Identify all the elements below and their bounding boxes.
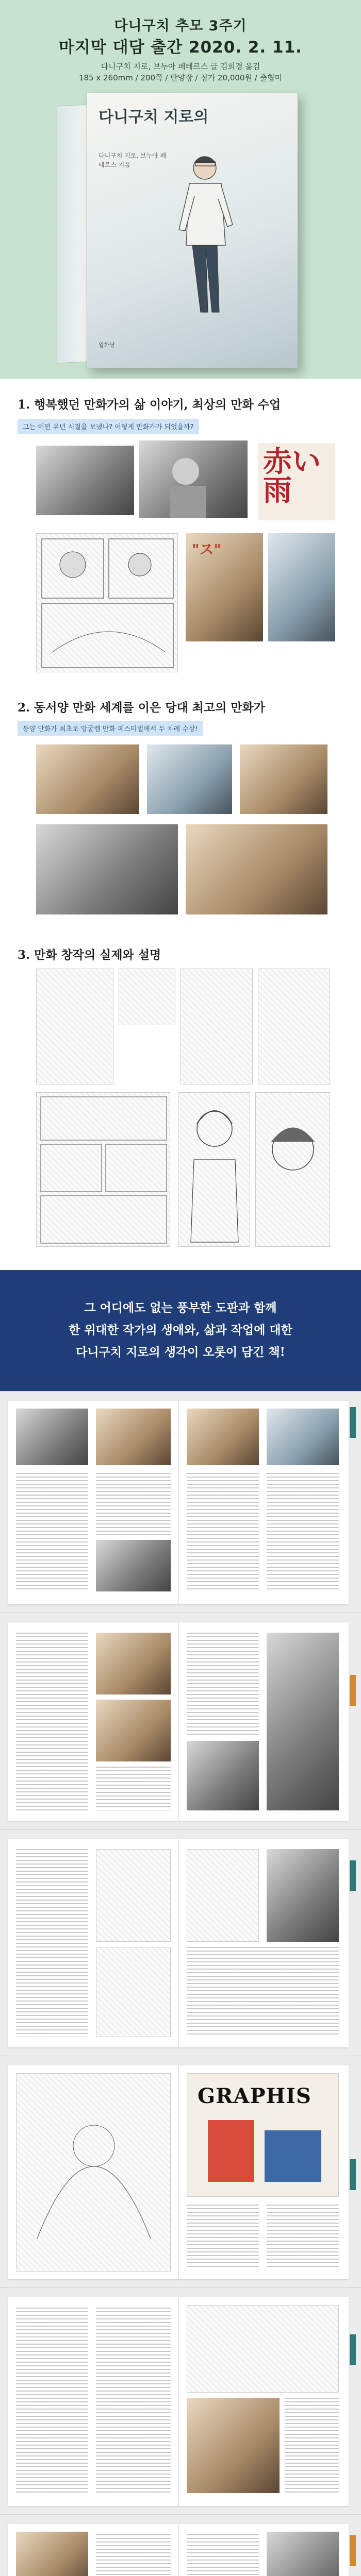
book-mockup [57,93,304,371]
chapter-tab [350,1407,356,1438]
book-cover [87,93,298,368]
book-spread-1 [0,1391,361,1613]
spread-6-left-page [8,2524,178,2576]
photo-meeting [147,744,232,814]
spread-3-right-page [178,1839,349,2047]
book-spread-6 [0,2514,361,2576]
cover-illustration [165,147,242,317]
book-spine [57,104,88,363]
book-title: 다니구치 지로의 [99,108,209,126]
hero-specs: 185 x 260mm / 200쪽 / 반양장 / 정가 20,000원 / 출협미 [78,73,283,82]
sketch-board-3 [180,969,253,1084]
poster-title: 赤い雨 [263,445,321,507]
promo-banner [0,1270,361,1391]
hero-section [0,0,361,379]
section-2-title: 2. 동서양 만화 세계를 이은 당대 최고의 만화가 [18,701,265,715]
photo-lecture [36,824,178,914]
hero-headline-2: 마지막 대담 출간 2020. 2. 11. [59,38,302,57]
banner-line-2: 한 위대한 작가의 생애와, 삶과 작업에 대한 [69,1323,292,1337]
spread-1-left-page [8,1401,178,1604]
hero-headline-1: 다니구치 추모 3주기 [114,18,247,34]
spread-2-left-page [8,1622,178,1821]
spread-3-left-page [8,1839,178,2047]
spread-5-left-page [8,2297,178,2506]
manga-cover-color-2 [268,533,335,641]
book-spread-5 [0,2287,361,2514]
chapter-tab [350,2159,356,2190]
spread-2-right-page [178,1622,349,1821]
section-3 [0,945,361,1270]
graphis-logo: GRAPHIS [198,2084,311,2108]
sketch-board-4 [258,969,330,1084]
graphis-magazine [187,2073,339,2197]
book-publisher: 열화당 [99,342,115,348]
manga-page-sample [36,533,178,672]
photo-award [36,744,139,814]
spread-4-left-page [8,2065,178,2279]
book-spread-3 [0,1829,361,2056]
sketch-board-1 [36,969,113,1084]
character-portrait [255,1092,330,1247]
hero-credits: 다니구치 지로, 브누아 페테르스 글 김희경 옮김 [101,62,260,71]
banner-line-1: 그 어디에도 없는 풍부한 도판과 함께 [84,1301,277,1315]
poster-red-rain [258,443,335,520]
chapter-tab [350,2334,356,2365]
chapter-tab [350,1860,356,1891]
section-1-title: 1. 행복했던 만화가의 삶 이야기, 최상의 만화 수업 [18,398,281,412]
banner-line-3: 다니구치 지로의 생각이 오롯이 담긴 책! [76,1345,285,1359]
storyboard-page [36,1092,170,1247]
photo-youth [139,440,248,518]
spread-6-right-page [178,2524,349,2576]
sketch-board-2 [119,969,175,1025]
sketch-illustration [16,2073,171,2272]
section-1-tag: 그는 어떤 유년 시절을 보냈나? 어떻게 만화가가 되었을까? [18,419,199,434]
spread-1-right-page [178,1401,349,1604]
section-2 [0,688,361,945]
photo-festival [240,744,327,814]
spread-4-right-page [178,2065,349,2279]
manga-cover-colored: "ス" [186,533,263,641]
book-spread-2 [0,1613,361,1829]
chapter-tab [350,2535,356,2566]
photo-signing [186,824,327,914]
character-sketch [178,1092,250,1247]
section-3-title: 3. 만화 창작의 실제와 설명 [18,948,161,962]
book-subtitle: 다니구치 지로, 브누아 페테르스 지음 [99,152,167,168]
spread-5-right-page [178,2297,349,2506]
photo-childhood [36,446,134,515]
section-1 [0,379,361,688]
section-2-tag: 동양 만화가 최초로 앙굴렘 만화 페스티벌에서 두 차례 수상! [18,721,203,736]
chapter-tab [350,1675,356,1706]
book-spread-4 [0,2056,361,2287]
